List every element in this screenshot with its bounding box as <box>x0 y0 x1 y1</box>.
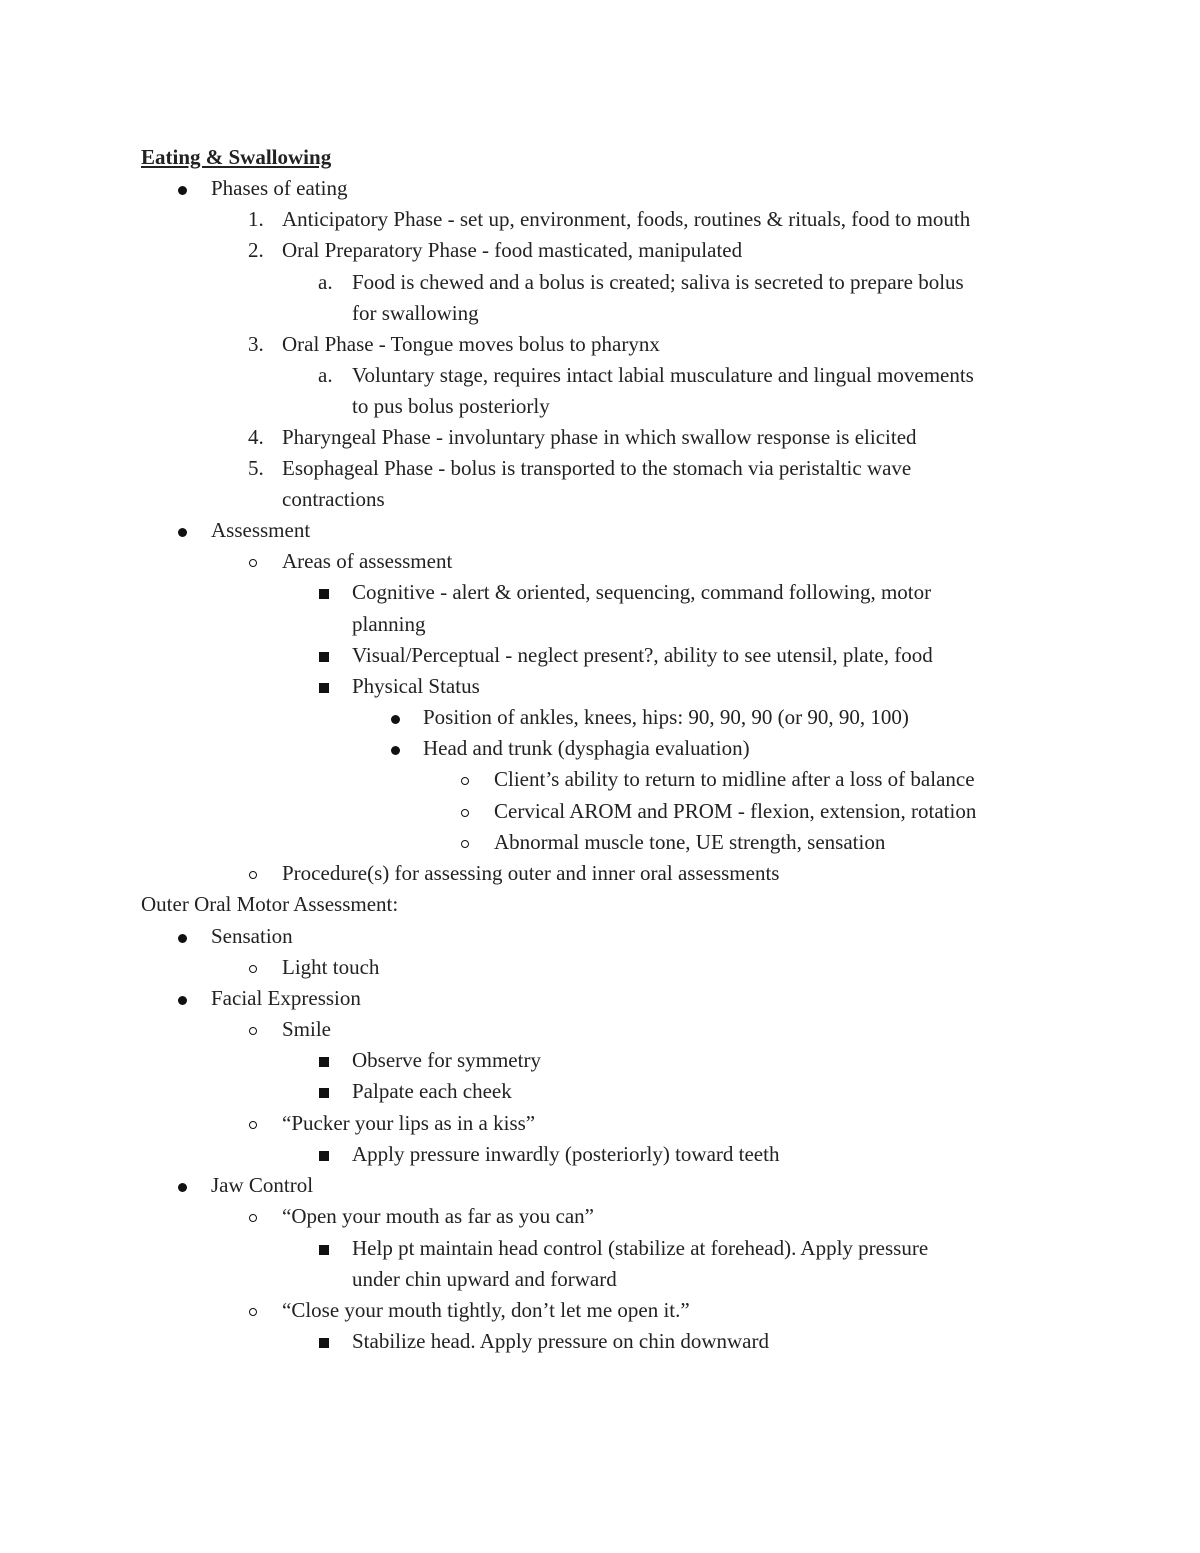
list-item: Oral Phase - Tongue moves bolus to pharynx <box>282 332 660 356</box>
list-item: Stabilize head. Apply pressure on chin downward <box>352 1329 769 1353</box>
list-item: Physical Status <box>352 674 480 698</box>
list-item-continued: contractions <box>282 487 385 511</box>
list-item: Smile <box>282 1017 332 1041</box>
bullet-ring <box>249 1111 257 1135</box>
bullet-square <box>319 1236 329 1260</box>
bullet-ring <box>249 1017 257 1041</box>
bullet-disc <box>178 924 187 948</box>
list-number: 2. <box>248 238 264 262</box>
list-item: Visual/Perceptual - neglect present?, ability to see utensil, plate, food <box>352 643 933 667</box>
bullet-ring <box>249 861 257 885</box>
bullet-ring <box>249 955 257 979</box>
bullet-square <box>319 643 329 667</box>
list-item-continued: planning <box>352 612 426 636</box>
bullet-disc <box>391 705 400 729</box>
list-letter: a. <box>318 270 333 294</box>
list-item: “Close your mouth tightly, don’t let me open it.” <box>282 1298 690 1322</box>
list-item: Esophageal Phase - bolus is transported to the stomach via peristaltic wave <box>282 456 912 480</box>
list-item: Anticipatory Phase - set up, environment, foods, routines & rituals, food to mouth <box>282 207 971 231</box>
bullet-square <box>319 674 329 698</box>
bullet-disc <box>391 736 400 760</box>
phases-label: Phases of eating <box>211 176 348 200</box>
list-item: Voluntary stage, requires intact labial musculature and lingual movements <box>352 363 974 387</box>
list-item-continued: for swallowing <box>352 301 479 325</box>
bullet-ring <box>249 1298 257 1322</box>
list-item: Oral Preparatory Phase - food masticated, manipulated <box>282 238 743 262</box>
list-item: Head and trunk (dysphagia evaluation) <box>423 736 750 760</box>
list-item: Position of ankles, knees, hips: 90, 90, 90 (or 90, 90, 100) <box>423 705 909 729</box>
list-number: 4. <box>248 425 264 449</box>
bullet-disc <box>178 176 187 200</box>
list-item: “Pucker your lips as in a kiss” <box>282 1111 536 1135</box>
list-number: 5. <box>248 456 264 480</box>
bullet-ring <box>461 830 469 854</box>
list-item: Abnormal muscle tone, UE strength, sensation <box>494 830 886 854</box>
assessment-label: Assessment <box>211 518 311 542</box>
bullet-ring <box>249 1204 257 1228</box>
list-item: Pharyngeal Phase - involuntary phase in which swallow response is elicited <box>282 425 917 449</box>
bullet-square <box>319 1329 329 1353</box>
list-number: 1. <box>248 207 264 231</box>
section-heading: Outer Oral Motor Assessment: <box>141 892 399 916</box>
list-item: Client’s ability to return to midline after a loss of balance <box>494 767 975 791</box>
list-item: Areas of assessment <box>282 549 453 573</box>
list-item: Sensation <box>211 924 293 948</box>
list-item: Cervical AROM and PROM - flexion, extension, rotation <box>494 799 977 823</box>
page-title: Eating & Swallowing <box>141 145 332 169</box>
list-item: “Open your mouth as far as you can” <box>282 1204 594 1228</box>
list-item: Food is chewed and a bolus is created; saliva is secreted to prepare bolus <box>352 270 964 294</box>
bullet-disc <box>178 1173 187 1197</box>
list-item: Help pt maintain head control (stabilize at forehead). Apply pressure <box>352 1236 929 1260</box>
list-item-continued: under chin upward and forward <box>352 1267 617 1291</box>
bullet-square <box>319 580 329 604</box>
bullet-square <box>319 1142 329 1166</box>
bullet-square <box>319 1079 329 1103</box>
list-item-continued: to pus bolus posteriorly <box>352 394 550 418</box>
list-item: Observe for symmetry <box>352 1048 541 1072</box>
list-letter: a. <box>318 363 333 387</box>
bullet-disc <box>178 518 187 542</box>
bullet-square <box>319 1048 329 1072</box>
list-item: Facial Expression <box>211 986 361 1010</box>
list-number: 3. <box>248 332 264 356</box>
list-item: Light touch <box>282 955 380 979</box>
bullet-ring <box>461 767 469 791</box>
list-item: Procedure(s) for assessing outer and inner oral assessments <box>282 861 780 885</box>
list-item: Jaw Control <box>211 1173 314 1197</box>
bullet-disc <box>178 986 187 1010</box>
list-item: Palpate each cheek <box>352 1079 512 1103</box>
list-item: Cognitive - alert & oriented, sequencing, command following, motor <box>352 580 932 604</box>
bullet-ring <box>249 549 257 573</box>
list-item: Apply pressure inwardly (posteriorly) toward teeth <box>352 1142 780 1166</box>
bullet-ring <box>461 799 469 823</box>
